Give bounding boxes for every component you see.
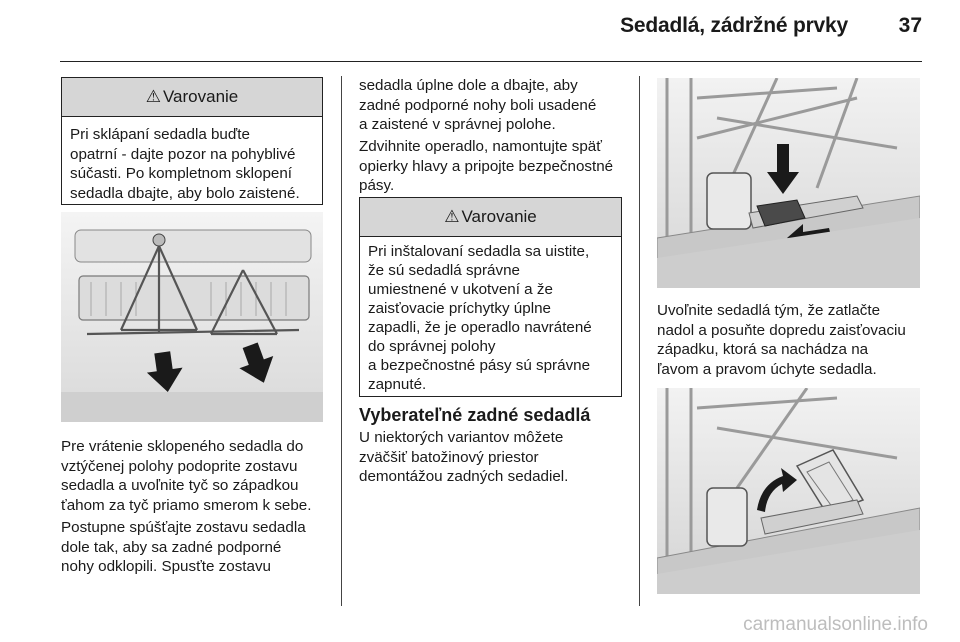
text-line: Pri sklápaní sedadla buďte [70,126,250,143]
section-title-removable-seats: Vyberateľné zadné sedadlá [359,405,591,425]
text-line: pásy. [359,177,395,194]
text-line: Postupne spúšťajte zostavu sedadla [61,519,306,536]
paragraph-release-seats [657,301,937,379]
text-line: ťahom za tyč priamo smerom k sebe. [61,496,312,514]
paragraph-return-seat [61,437,331,515]
text-line: a bezpečnostné pásy sú správne [368,357,591,374]
column-divider-2 [639,76,640,606]
warning-box-install [359,197,622,397]
text-line: ľavom a pravom úchyte sedadla. [657,360,877,378]
text-line: zaisťovacie príchytky úplne [368,300,551,317]
warning-triangle-icon: ⚠ [444,207,460,226]
text-line: západku, ktorá sa nachádza na [657,341,869,358]
text-line: Pre vrátenie sklopeného sedadla do [61,438,304,455]
warning-title: Varovanie [461,207,537,226]
text-line: Pri inštalovaní sedadla sa uistite, [368,243,590,260]
text-line: sedadla úplne dole a dbajte, aby [359,77,578,94]
text-line: Zdvihnite operadlo, namontujte späť [359,138,602,155]
warning-header [62,78,322,117]
text-line: Uvoľnite sedadlá tým, že zatlačte [657,302,881,319]
text-line: opierky hlavy a pripojte bezpečnostné [359,157,614,175]
warning-triangle-icon: ⚠ [145,87,161,106]
text-line: do správnej polohy [368,338,496,355]
text-line: sedadla a uvoľnite tyč so západkou [61,477,299,494]
text-line: súčasti. Po kompletnom sklopení [70,165,293,182]
text-line: že sú sedadlá správne [368,262,520,279]
text-line: a zaistené v správnej polohe. [359,116,556,133]
paragraph-removable-seats [359,428,634,487]
warning-header [360,198,621,237]
text-line: zapnuté. [368,376,427,393]
text-line: nadol a posuňte dopredu zaisťovaciu [657,321,906,339]
text-line: demontážou zadných sedadiel. [359,468,569,485]
column-divider-1 [341,76,342,606]
watermark: carmanualsonline.info [743,614,928,635]
text-line: opatrní - dajte pozor na pohyblivé [70,145,296,163]
text-line: umiestnené v ukotvení a že [368,281,553,298]
text-line: nohy odklopili. Spusťte zostavu [61,558,272,575]
text-line: U niektorých variantov môžete [359,429,564,446]
paragraph-lower-seat [61,518,331,577]
text-line: zadné podporné nohy boli usadené [359,96,597,114]
page-number: 37 [898,14,922,37]
illustration-folded-seat [61,212,323,422]
header-rule [60,61,922,62]
warning-title: Varovanie [162,87,239,106]
paragraph-seat-down [359,76,634,135]
warning-text [62,117,322,209]
paragraph-raise-backrest [359,137,637,196]
page-header-title: Sedadlá, zádržné prvky [620,14,848,37]
warning-text [360,237,621,400]
text-line: zväčšiť batožinový priestor [359,448,539,466]
text-line: zapadli, že je operadlo navrátené [368,319,592,336]
text-line: vztýčenej polohy podoprite zostavu [61,457,298,475]
text-line: sedadla dbajte, aby bolo zaistené. [70,184,300,202]
illustration-latch-lift [657,388,920,594]
warning-box-fold [61,77,323,205]
text-line: dole tak, aby sa zadné podporné [61,538,282,556]
illustration-latch-release [657,78,920,288]
